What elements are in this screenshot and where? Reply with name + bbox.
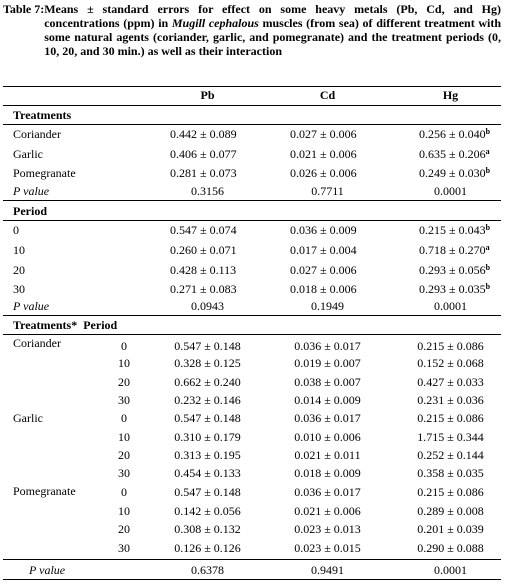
pb-value: 0.308 ± 0.132 xyxy=(174,522,241,536)
period-label: 20 xyxy=(118,375,130,389)
hg-value: 0.249 ± 0.030$^b$ xyxy=(419,166,491,180)
group-label: Garlic xyxy=(13,411,43,425)
section-rule xyxy=(3,220,501,221)
significance-letter: b xyxy=(485,223,491,232)
pvalue-label: P value xyxy=(13,184,50,198)
row-label: 0 xyxy=(13,223,19,237)
pb-value: 0.442 ± 0.089 xyxy=(170,127,237,141)
pb-value: 0.454 ± 0.133 xyxy=(174,466,241,480)
cd-value: 0.036 ± 0.017 xyxy=(294,485,361,499)
period-label: 10 xyxy=(118,430,130,444)
hg-value: 0.290 ± 0.088 xyxy=(417,541,484,555)
section-rule xyxy=(3,315,501,316)
section-title-treatments: Treatments xyxy=(13,108,72,122)
hg-value: 0.256 ± 0.040$^b$ xyxy=(419,127,491,141)
significance-letter: b xyxy=(485,282,491,291)
significance-letter: b xyxy=(485,127,491,136)
significance-letter: b xyxy=(485,166,491,175)
hg-value: 0.152 ± 0.068 xyxy=(417,356,484,370)
hg-value: 0.293 ± 0.056$^b$ xyxy=(419,263,491,277)
cd-value: 0.010 ± 0.006 xyxy=(294,430,361,444)
period-label: 10 xyxy=(118,504,130,518)
column-header-pb: Pb xyxy=(200,88,215,102)
table-top-rule xyxy=(3,86,501,87)
cd-value: 0.023 ± 0.013 xyxy=(294,522,361,536)
cd-pvalue: 0.7711 xyxy=(311,184,344,198)
row-label: 30 xyxy=(13,282,25,296)
cd-value: 0.021 ± 0.006 xyxy=(294,504,361,518)
hg-value: 0.231 ± 0.036 xyxy=(417,393,484,407)
pb-value: 0.126 ± 0.126 xyxy=(174,541,241,555)
significance-letter: b xyxy=(485,263,491,272)
period-label: 30 xyxy=(118,466,130,480)
group-label: Pomegranate xyxy=(13,484,76,498)
pb-value: 0.406 ± 0.077 xyxy=(170,147,237,161)
pb-value: 0.328 ± 0.125 xyxy=(174,356,241,370)
cd-value: 0.036 ± 0.017 xyxy=(294,411,361,425)
pb-value: 0.547 ± 0.074 xyxy=(170,223,237,237)
hg-value: 0.201 ± 0.039 xyxy=(417,522,484,536)
row-label: Coriander xyxy=(13,127,61,141)
hg-value: 0.427 ± 0.033 xyxy=(417,375,484,389)
cd-value: 0.021 ± 0.006 xyxy=(290,147,357,161)
section-title-period: Period xyxy=(13,204,47,218)
species-name: Mugill cephalous xyxy=(171,16,259,30)
pb-value: 0.281 ± 0.073 xyxy=(170,166,237,180)
hg-value: 0.215 ± 0.043$^b$ xyxy=(419,223,491,237)
hg-value: 0.215 ± 0.086 xyxy=(417,411,484,425)
hg-value: 1.715 ± 0.344 xyxy=(417,430,484,444)
pb-value: 0.232 ± 0.146 xyxy=(174,393,241,407)
table-bottom-rule xyxy=(3,579,501,580)
pb-pvalue: 0.0943 xyxy=(191,299,224,313)
significance-letter: a xyxy=(485,243,490,252)
hg-pvalue: 0.0001 xyxy=(434,299,467,313)
caption-text: Means ± standard errors for effect on some heavy metals (Pb, Cd, and Hg) concentrations (ppm) in Mugill cephalous muscles (from sea) of different treatment with some natural agents (coriander, garlic, and pomegranate) and the treatment periods (0, 10, 20, and 30 min.) as well as their interaction xyxy=(44,2,501,58)
row-label: 10 xyxy=(13,243,25,257)
pb-pvalue: 0.3156 xyxy=(191,184,224,198)
period-label: 30 xyxy=(118,393,130,407)
cd-value: 0.018 ± 0.009 xyxy=(294,466,361,480)
pvalue-rule xyxy=(3,559,501,560)
pb-pvalue: 0.6378 xyxy=(191,563,224,577)
pb-value: 0.428 ± 0.113 xyxy=(170,263,237,277)
cd-value: 0.014 ± 0.009 xyxy=(294,393,361,407)
period-label: 20 xyxy=(118,522,130,536)
cd-value: 0.023 ± 0.015 xyxy=(294,541,361,555)
section-rule xyxy=(3,334,501,335)
hg-value: 0.252 ± 0.144 xyxy=(417,448,484,462)
pb-value: 0.310 ± 0.179 xyxy=(174,430,241,444)
period-label: 0 xyxy=(121,411,127,425)
period-label: 10 xyxy=(118,356,130,370)
row-label: 20 xyxy=(13,263,25,277)
significance-letter: a xyxy=(485,147,490,156)
cd-value: 0.036 ± 0.017 xyxy=(294,339,361,353)
hg-pvalue: 0.0001 xyxy=(434,563,467,577)
hg-value: 0.289 ± 0.008 xyxy=(417,504,484,518)
column-header-cd: Cd xyxy=(319,88,336,102)
period-label: 20 xyxy=(118,448,130,462)
hg-value: 0.293 ± 0.035$^b$ xyxy=(419,282,491,296)
period-label: 0 xyxy=(121,485,127,499)
pb-value: 0.547 ± 0.148 xyxy=(174,485,241,499)
pb-value: 0.547 ± 0.148 xyxy=(174,339,241,353)
header-rule xyxy=(3,105,501,106)
period-label: 0 xyxy=(121,339,127,353)
cd-value: 0.027 ± 0.006 xyxy=(290,263,357,277)
cd-value: 0.018 ± 0.006 xyxy=(290,282,357,296)
pb-value: 0.260 ± 0.071 xyxy=(170,243,237,257)
pb-value: 0.313 ± 0.195 xyxy=(174,448,241,462)
column-header-hg: Hg xyxy=(442,88,459,102)
cd-pvalue: 0.9491 xyxy=(311,563,344,577)
cd-pvalue: 0.1949 xyxy=(311,299,344,313)
pvalue-label: P value xyxy=(29,563,66,577)
pb-value: 0.547 ± 0.148 xyxy=(174,411,241,425)
hg-value: 0.358 ± 0.035 xyxy=(417,466,484,480)
section-rule xyxy=(3,200,501,201)
cd-value: 0.019 ± 0.007 xyxy=(294,356,361,370)
pb-value: 0.142 ± 0.056 xyxy=(174,504,241,518)
cd-value: 0.021 ± 0.011 xyxy=(294,448,361,462)
cd-value: 0.026 ± 0.006 xyxy=(290,166,357,180)
cd-value: 0.017 ± 0.004 xyxy=(290,243,357,257)
section-rule xyxy=(3,124,501,125)
hg-value: 0.635 ± 0.206$^a$ xyxy=(419,147,490,161)
cd-value: 0.038 ± 0.007 xyxy=(294,375,361,389)
cd-value: 0.027 ± 0.006 xyxy=(290,127,357,141)
table-label: Table 7: xyxy=(3,2,45,16)
hg-value: 0.215 ± 0.086 xyxy=(417,339,484,353)
row-label: Pomegranate xyxy=(13,166,76,180)
period-label: 30 xyxy=(118,541,130,555)
table-caption xyxy=(3,2,501,58)
group-label: Coriander xyxy=(13,336,61,350)
section-title-interaction: Treatments* Period xyxy=(13,318,118,332)
pb-value: 0.662 ± 0.240 xyxy=(174,375,241,389)
cd-value: 0.036 ± 0.009 xyxy=(290,223,357,237)
row-label: Garlic xyxy=(13,147,43,161)
pb-value: 0.271 ± 0.083 xyxy=(170,282,237,296)
hg-value: 0.718 ± 0.270$^a$ xyxy=(419,243,490,257)
hg-value: 0.215 ± 0.086 xyxy=(417,485,484,499)
hg-pvalue: 0.0001 xyxy=(434,184,467,198)
pvalue-label: P value xyxy=(13,299,50,313)
